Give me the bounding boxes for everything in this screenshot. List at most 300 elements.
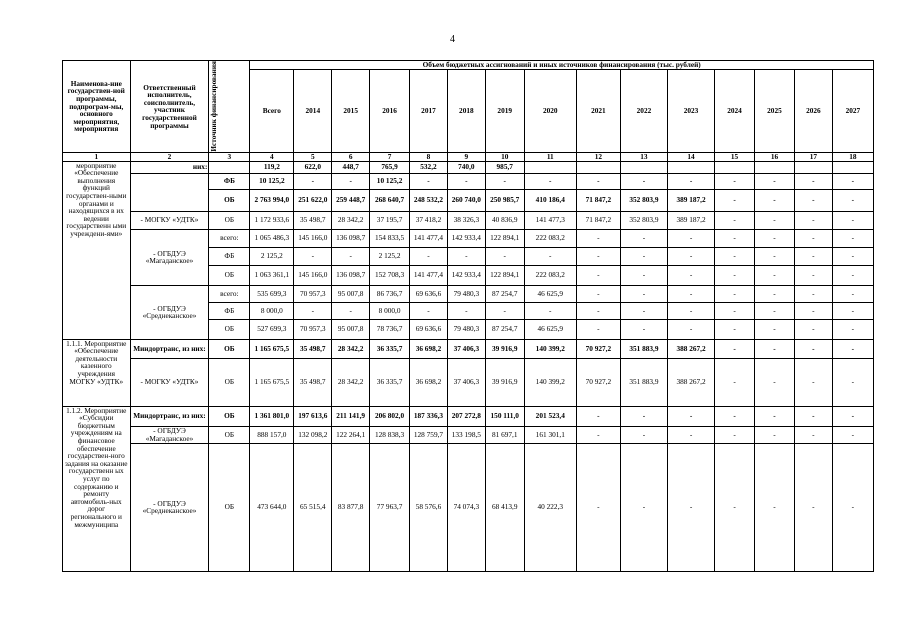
table-row <box>63 443 874 571</box>
value-cell: 70 957,3 <box>294 285 332 302</box>
column-number-cell: 17 <box>794 152 832 161</box>
value-cell: - <box>485 247 524 265</box>
value-cell: - <box>755 265 795 285</box>
value-cell: - <box>294 247 332 265</box>
source-cell: ОБ <box>209 265 250 285</box>
value-cell: 1 165 675,5 <box>250 339 294 358</box>
value-cell: - <box>755 211 795 229</box>
value-cell: 83 877,8 <box>332 443 370 571</box>
value-cell: - <box>832 173 873 189</box>
value-cell: 36 335,7 <box>370 358 410 406</box>
value-cell: - <box>576 229 620 247</box>
value-cell: 58 576,6 <box>410 443 448 571</box>
value-cell: 81 697,1 <box>485 426 524 443</box>
value-cell: 68 413,9 <box>485 443 524 571</box>
year-header-cell: 2015 <box>332 70 370 152</box>
responsible-cell: - МОГКУ «УДТК» <box>130 211 209 229</box>
value-cell: 71 847,2 <box>576 189 620 211</box>
source-cell: ОБ <box>209 358 250 406</box>
column-numbers-row <box>63 152 874 161</box>
value-cell: - <box>715 265 755 285</box>
source-cell <box>209 161 250 173</box>
source-cell: ФБ <box>209 302 250 319</box>
value-cell: - <box>715 302 755 319</box>
value-cell <box>715 161 755 173</box>
column-number-cell: 7 <box>370 152 410 161</box>
value-cell: 161 301,1 <box>524 426 576 443</box>
source-cell: ОБ <box>209 211 250 229</box>
responsible-cell: - ОГБДУЭ «Среднеканское» <box>130 285 209 339</box>
value-cell: 201 523,4 <box>524 406 576 426</box>
source-cell: всего: <box>209 285 250 302</box>
value-cell: - <box>667 406 714 426</box>
value-cell: 260 740,0 <box>447 189 485 211</box>
value-cell: 388 267,2 <box>667 339 714 358</box>
value-cell: 352 803,9 <box>620 189 667 211</box>
value-cell: 77 963,7 <box>370 443 410 571</box>
year-header-cell: 2024 <box>715 70 755 152</box>
value-cell: 35 498,7 <box>294 211 332 229</box>
year-header-cell: 2023 <box>667 70 714 152</box>
value-cell: - <box>794 358 832 406</box>
value-cell: - <box>794 189 832 211</box>
value-cell: 70 957,3 <box>294 319 332 339</box>
value-cell: - <box>620 302 667 319</box>
value-cell: 36 698,2 <box>410 339 448 358</box>
column-number-cell: 14 <box>667 152 714 161</box>
column-number-cell: 13 <box>620 152 667 161</box>
value-cell: - <box>794 302 832 319</box>
value-cell: - <box>667 426 714 443</box>
value-cell: 71 847,2 <box>576 211 620 229</box>
value-cell: - <box>620 229 667 247</box>
table-row <box>63 229 874 247</box>
table-row <box>63 161 874 173</box>
value-cell: - <box>524 247 576 265</box>
value-cell: - <box>832 358 873 406</box>
value-cell: 1 172 933,6 <box>250 211 294 229</box>
value-cell: 122 894,1 <box>485 229 524 247</box>
value-cell: 87 254,7 <box>485 285 524 302</box>
value-cell: 222 083,2 <box>524 265 576 285</box>
table-row <box>63 339 874 358</box>
value-cell: 28 342,2 <box>332 339 370 358</box>
value-cell: - <box>620 285 667 302</box>
value-cell: 37 418,2 <box>410 211 448 229</box>
table-row <box>63 406 874 426</box>
value-cell: 740,0 <box>447 161 485 173</box>
value-cell: 122 264,1 <box>332 426 370 443</box>
column-number-cell: 15 <box>715 152 755 161</box>
value-cell: 119,2 <box>250 161 294 173</box>
value-cell: - <box>332 173 370 189</box>
value-cell: 1 165 675,5 <box>250 358 294 406</box>
value-cell: 37 406,3 <box>447 339 485 358</box>
value-cell: - <box>832 302 873 319</box>
value-cell: - <box>794 265 832 285</box>
value-cell: 532,2 <box>410 161 448 173</box>
value-cell: - <box>715 426 755 443</box>
activity-name-cell: 1.1.2. Мероприятие «Субсидии бюджетным учреждениям на финансовое обеспечение государствен-ного задания на оказание государственн ых услуг по содержанию и ремонту автомобиль-ных дорог регионального и межмуниципа <box>63 406 131 571</box>
value-cell: 410 186,4 <box>524 189 576 211</box>
value-cell: - <box>755 247 795 265</box>
table-row <box>63 173 874 189</box>
source-cell: ОБ <box>209 443 250 571</box>
value-cell: - <box>410 247 448 265</box>
value-cell: 2 125,2 <box>250 247 294 265</box>
value-cell: - <box>576 285 620 302</box>
value-cell: 128 759,7 <box>410 426 448 443</box>
responsible-cell: - ОГБДУЭ «Среднеканское» <box>130 443 209 571</box>
activity-name-cell: мероприятие «Обеспечение выполнения функций государствен-ными органами и находящихся в их ведении государственн ыми учреждени-ями» <box>63 161 131 339</box>
value-cell: 140 399,2 <box>524 339 576 358</box>
value-cell: - <box>755 443 795 571</box>
value-cell: - <box>794 173 832 189</box>
value-cell: - <box>715 339 755 358</box>
value-cell: 154 833,5 <box>370 229 410 247</box>
budget-table <box>62 60 874 572</box>
value-cell: - <box>755 339 795 358</box>
value-cell: - <box>715 406 755 426</box>
year-header-cell: 2019 <box>485 70 524 152</box>
value-cell: 39 916,9 <box>485 358 524 406</box>
value-cell: 78 736,7 <box>370 319 410 339</box>
value-cell: - <box>447 302 485 319</box>
value-cell: 222 083,2 <box>524 229 576 247</box>
value-cell: - <box>794 285 832 302</box>
value-cell: - <box>576 406 620 426</box>
value-cell: 40 222,3 <box>524 443 576 571</box>
value-cell: 86 736,7 <box>370 285 410 302</box>
source-cell: всего: <box>209 229 250 247</box>
value-cell: - <box>832 319 873 339</box>
value-cell: - <box>576 302 620 319</box>
value-cell: - <box>755 406 795 426</box>
value-cell: - <box>794 339 832 358</box>
year-header-cell: 2020 <box>524 70 576 152</box>
value-cell <box>667 161 714 173</box>
value-cell: 87 254,7 <box>485 319 524 339</box>
value-cell: - <box>447 247 485 265</box>
value-cell: - <box>755 358 795 406</box>
value-cell: 141 477,3 <box>524 211 576 229</box>
value-cell: 206 802,0 <box>370 406 410 426</box>
value-cell: 622,0 <box>294 161 332 173</box>
column-number-cell: 4 <box>250 152 294 161</box>
value-cell: 46 625,9 <box>524 319 576 339</box>
value-cell: - <box>576 173 620 189</box>
value-cell: - <box>794 247 832 265</box>
header-name-cell: Наименова-ние государствен-ной программы, подпрограм-мы, основного мероприятия, мероприятия <box>63 61 131 153</box>
source-cell: ФБ <box>209 173 250 189</box>
value-cell <box>524 161 576 173</box>
value-cell: 2 763 994,0 <box>250 189 294 211</box>
value-cell: 250 985,7 <box>485 189 524 211</box>
value-cell: - <box>715 319 755 339</box>
value-cell: - <box>832 426 873 443</box>
value-cell: - <box>755 426 795 443</box>
value-cell: 8 000,0 <box>250 302 294 319</box>
year-header-cell: 2026 <box>794 70 832 152</box>
value-cell: - <box>794 406 832 426</box>
value-cell: - <box>794 211 832 229</box>
value-cell: 145 166,0 <box>294 229 332 247</box>
value-cell: - <box>667 302 714 319</box>
value-cell: - <box>832 247 873 265</box>
column-number-cell: 8 <box>410 152 448 161</box>
value-cell: - <box>755 285 795 302</box>
value-cell: 36 335,7 <box>370 339 410 358</box>
value-cell: - <box>755 319 795 339</box>
value-cell: 388 267,2 <box>667 358 714 406</box>
header-volume-cell: Объем бюджетных ассигнований и иных источников финансирования (тыс. рублей) <box>250 61 874 70</box>
value-cell: - <box>715 247 755 265</box>
column-number-cell: 1 <box>63 152 131 161</box>
column-number-cell: 16 <box>755 152 795 161</box>
value-cell: 985,7 <box>485 161 524 173</box>
column-number-cell: 5 <box>294 152 332 161</box>
responsible-cell: - ОГБДУЭ «Магаданское» <box>130 229 209 285</box>
value-cell: - <box>755 229 795 247</box>
responsible-cell <box>130 173 209 211</box>
value-cell: - <box>485 173 524 189</box>
value-cell: 142 933,4 <box>447 229 485 247</box>
value-cell: 95 007,8 <box>332 319 370 339</box>
value-cell: 132 098,2 <box>294 426 332 443</box>
value-cell: - <box>715 358 755 406</box>
value-cell: 389 187,2 <box>667 211 714 229</box>
value-cell: 74 074,3 <box>447 443 485 571</box>
value-cell: 473 644,0 <box>250 443 294 571</box>
value-cell: 69 636,6 <box>410 285 448 302</box>
value-cell <box>794 161 832 173</box>
value-cell: - <box>332 247 370 265</box>
value-cell: 28 342,2 <box>332 358 370 406</box>
value-cell: - <box>832 285 873 302</box>
value-cell: 28 342,2 <box>332 211 370 229</box>
column-number-cell: 18 <box>832 152 873 161</box>
value-cell: - <box>667 319 714 339</box>
table-row <box>63 211 874 229</box>
value-cell: - <box>715 211 755 229</box>
value-cell: - <box>576 426 620 443</box>
value-cell: 40 836,9 <box>485 211 524 229</box>
value-cell: 351 883,9 <box>620 339 667 358</box>
value-cell: 128 838,3 <box>370 426 410 443</box>
value-cell: - <box>667 229 714 247</box>
value-cell: - <box>715 229 755 247</box>
value-cell: - <box>667 173 714 189</box>
value-cell: - <box>485 302 524 319</box>
year-header-cell: 2027 <box>832 70 873 152</box>
table-row <box>63 285 874 302</box>
table-row <box>63 426 874 443</box>
value-cell: 211 141,9 <box>332 406 370 426</box>
responsible-cell: Миндортранс, из них: <box>130 339 209 358</box>
value-cell: - <box>576 247 620 265</box>
value-cell: - <box>755 302 795 319</box>
value-cell: 259 448,7 <box>332 189 370 211</box>
value-cell: 448,7 <box>332 161 370 173</box>
value-cell: - <box>524 302 576 319</box>
table-body <box>63 161 874 571</box>
value-cell: 351 883,9 <box>620 358 667 406</box>
value-cell: 251 622,0 <box>294 189 332 211</box>
value-cell: - <box>755 173 795 189</box>
page-number: 4 <box>450 34 455 45</box>
year-header-cell: 2017 <box>410 70 448 152</box>
value-cell: 35 498,7 <box>294 358 332 406</box>
source-cell: ОБ <box>209 339 250 358</box>
value-cell: 37 406,3 <box>447 358 485 406</box>
value-cell <box>832 161 873 173</box>
value-cell: - <box>832 443 873 571</box>
value-cell: 136 098,7 <box>332 229 370 247</box>
value-cell: - <box>410 173 448 189</box>
value-cell: 352 803,9 <box>620 211 667 229</box>
source-cell: ОБ <box>209 406 250 426</box>
value-cell: - <box>832 211 873 229</box>
value-cell: - <box>332 302 370 319</box>
value-cell: - <box>832 229 873 247</box>
value-cell: 37 195,7 <box>370 211 410 229</box>
column-number-cell: 11 <box>524 152 576 161</box>
year-header-cell: 2025 <box>755 70 795 152</box>
value-cell: 136 098,7 <box>332 265 370 285</box>
value-cell: - <box>447 173 485 189</box>
value-cell: 79 480,3 <box>447 285 485 302</box>
value-cell: 145 166,0 <box>294 265 332 285</box>
value-cell: 1 065 486,3 <box>250 229 294 247</box>
activity-name-cell: 1.1.1. Мероприятие «Обеспечение деятельности казенного учреждения МОГКУ «УДТК» <box>63 339 131 406</box>
source-cell: ОБ <box>209 319 250 339</box>
value-cell: 1 063 361,1 <box>250 265 294 285</box>
value-cell: - <box>715 173 755 189</box>
column-number-cell: 6 <box>332 152 370 161</box>
value-cell: 79 480,3 <box>447 319 485 339</box>
value-cell: - <box>794 319 832 339</box>
value-cell: 10 125,2 <box>250 173 294 189</box>
value-cell: 36 698,2 <box>410 358 448 406</box>
value-cell: 2 125,2 <box>370 247 410 265</box>
header-responsible-cell: Ответственный исполнитель, соисполнитель, участник государственной программы <box>130 61 209 153</box>
value-cell: 248 532,2 <box>410 189 448 211</box>
responsible-cell: них: <box>130 161 209 173</box>
value-cell: - <box>667 443 714 571</box>
value-cell: - <box>620 265 667 285</box>
responsible-cell: Миндортранс, из них: <box>130 406 209 426</box>
value-cell: - <box>667 265 714 285</box>
value-cell: - <box>620 173 667 189</box>
value-cell: 152 708,3 <box>370 265 410 285</box>
value-cell: 142 933,4 <box>447 265 485 285</box>
value-cell: 38 326,3 <box>447 211 485 229</box>
responsible-cell: - МОГКУ «УДТК» <box>130 358 209 406</box>
value-cell: - <box>794 443 832 571</box>
value-cell: - <box>832 339 873 358</box>
value-cell: - <box>667 247 714 265</box>
value-cell: - <box>832 189 873 211</box>
value-cell: - <box>620 319 667 339</box>
value-cell: - <box>755 189 795 211</box>
value-cell: - <box>715 285 755 302</box>
value-cell: - <box>294 173 332 189</box>
value-cell: 150 111,0 <box>485 406 524 426</box>
value-cell: 197 613,6 <box>294 406 332 426</box>
value-cell: - <box>832 265 873 285</box>
year-header-cell: 2018 <box>447 70 485 152</box>
value-cell: - <box>620 406 667 426</box>
value-cell <box>576 161 620 173</box>
value-cell: 389 187,2 <box>667 189 714 211</box>
value-cell: 187 336,3 <box>410 406 448 426</box>
value-cell: 535 699,3 <box>250 285 294 302</box>
value-cell: 35 498,7 <box>294 339 332 358</box>
value-cell: - <box>410 302 448 319</box>
value-cell: 46 625,9 <box>524 285 576 302</box>
column-number-cell: 10 <box>485 152 524 161</box>
column-number-cell: 9 <box>447 152 485 161</box>
value-cell: - <box>620 443 667 571</box>
value-cell: 122 894,1 <box>485 265 524 285</box>
value-cell: - <box>576 443 620 571</box>
value-cell: 10 125,2 <box>370 173 410 189</box>
value-cell: - <box>620 247 667 265</box>
header-source-cell <box>209 61 250 153</box>
value-cell: 765,9 <box>370 161 410 173</box>
value-cell: 141 477,4 <box>410 265 448 285</box>
value-cell: 69 636,6 <box>410 319 448 339</box>
year-header-cell: 2022 <box>620 70 667 152</box>
value-cell: 70 927,2 <box>576 358 620 406</box>
source-cell: ОБ <box>209 189 250 211</box>
value-cell: - <box>715 443 755 571</box>
header-source-label: Источник финансирования <box>209 61 219 152</box>
value-cell: 1 361 801,0 <box>250 406 294 426</box>
column-number-cell: 2 <box>130 152 209 161</box>
value-cell <box>755 161 795 173</box>
value-cell: - <box>620 426 667 443</box>
value-cell: - <box>794 426 832 443</box>
value-cell: - <box>576 319 620 339</box>
value-cell: 133 198,5 <box>447 426 485 443</box>
value-cell: 140 399,2 <box>524 358 576 406</box>
value-cell: 8 000,0 <box>370 302 410 319</box>
value-cell: - <box>715 189 755 211</box>
year-header-cell: Всего <box>250 70 294 152</box>
value-cell: - <box>576 265 620 285</box>
table-row <box>63 358 874 406</box>
value-cell: 527 699,3 <box>250 319 294 339</box>
value-cell: - <box>832 406 873 426</box>
column-number-cell: 3 <box>209 152 250 161</box>
source-cell: ОБ <box>209 426 250 443</box>
responsible-cell: - ОГБДУЭ «Магаданское» <box>130 426 209 443</box>
value-cell: - <box>794 229 832 247</box>
value-cell: - <box>667 285 714 302</box>
value-cell: - <box>524 173 576 189</box>
value-cell: 70 927,2 <box>576 339 620 358</box>
value-cell: 141 477,4 <box>410 229 448 247</box>
value-cell <box>620 161 667 173</box>
value-cell: 39 916,9 <box>485 339 524 358</box>
value-cell: 888 157,0 <box>250 426 294 443</box>
source-cell: ФБ <box>209 247 250 265</box>
year-header-cell: 2016 <box>370 70 410 152</box>
value-cell: 95 007,8 <box>332 285 370 302</box>
value-cell: 207 272,8 <box>447 406 485 426</box>
year-header-cell: 2014 <box>294 70 332 152</box>
